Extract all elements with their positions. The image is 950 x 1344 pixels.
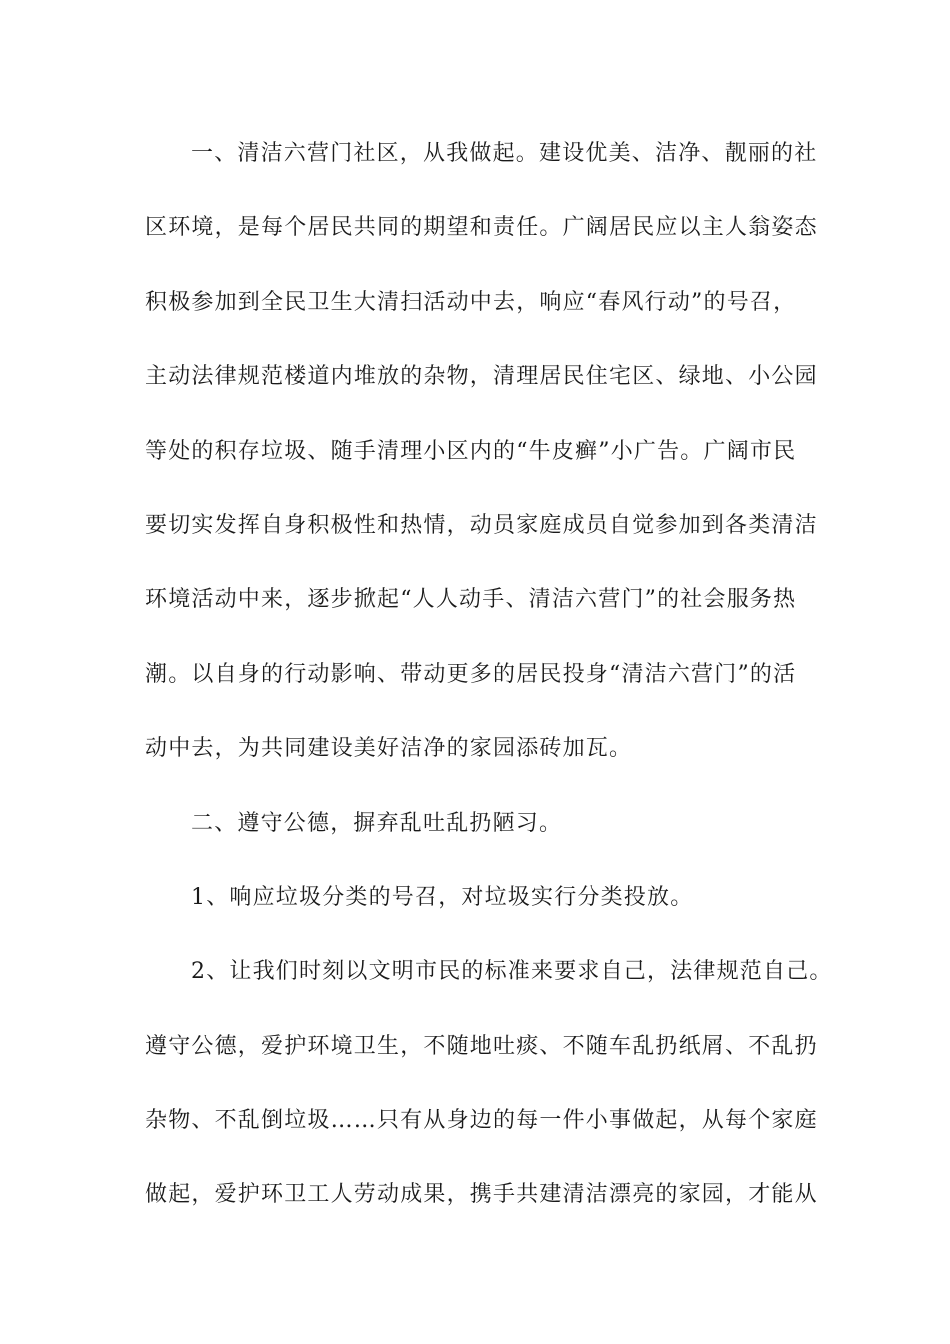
paragraph-1-line-3: 积极参加到全民卫生大清扫活动中去，响应“春风行动”的号召，: [145, 289, 797, 315]
paragraph-1-line-5: 等处的积存垃圾、随手清理小区内的“牛皮癣”小广告。广阔市民: [145, 438, 797, 464]
paragraph-1-line-2: 区环境，是每个居民共同的期望和责任。广阔居民应以主人翁姿态: [145, 215, 818, 241]
document-body: [145, 133, 833, 1249]
item-2-line-4: 做起，爱护环卫工人劳动成果，携手共建清洁漂亮的家园，才能从: [145, 1182, 818, 1208]
paragraph-1-line-6: 要切实发挥自身积极性和热情，动员家庭成员自觉参加到各类清洁: [145, 512, 818, 538]
item-2-line-2: 遵守公德，爱护环境卫生，不随地吐痰、不随车乱扔纸屑、不乱扔: [145, 1033, 818, 1059]
paragraph-1-line-8: 潮。以自身的行动影响、带动更多的居民投身“清洁六营门”的活: [145, 661, 797, 687]
item-2-line-1: 2、让我们时刻以文明市民的标准来要求自己，法律规范自己。: [191, 959, 833, 985]
paragraph-1-line-9: 动中去，为共同建设美好洁净的家园添砖加瓦。: [145, 736, 633, 762]
item-1: 1、响应垃圾分类的号召，对垃圾实行分类投放。: [191, 884, 694, 910]
paragraph-1-line-7: 环境活动中来，逐步掀起“人人动手、清洁六营门”的社会服务热: [145, 587, 797, 613]
section-2-heading: 二、遵守公德，摒弃乱吐乱扔陋习。: [191, 810, 563, 836]
item-2-line-3: 杂物、不乱倒垃圾……只有从身边的每一件小事做起，从每个家庭: [145, 1108, 818, 1134]
paragraph-1-line-4: 主动法律规范楼道内堆放的杂物，清理居民住宅区、绿地、小公园: [145, 364, 818, 390]
paragraph-1-line-1: 一、清洁六营门社区，从我做起。建设优美、洁净、靓丽的社: [191, 141, 818, 166]
